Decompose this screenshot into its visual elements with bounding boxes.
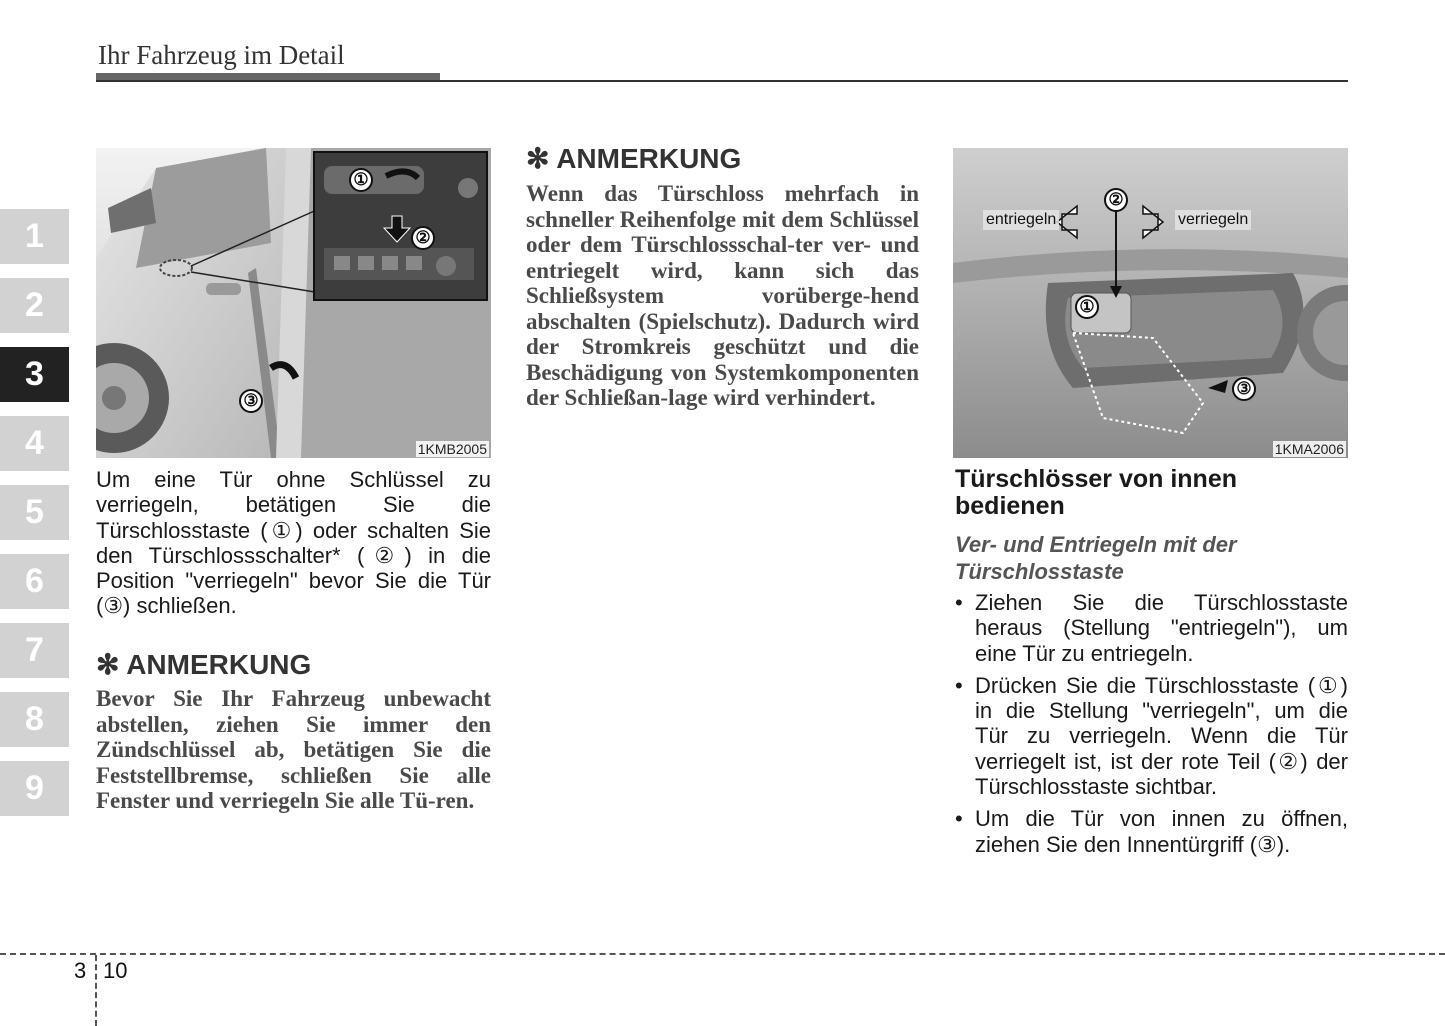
image-code: 1KMA2006 — [1274, 441, 1344, 457]
header-title: Ihr Fahrzeug im Detail — [98, 40, 345, 70]
image-code: 1KMB2005 — [417, 441, 487, 457]
list-item: • Drücken Sie die Türschlosstaste (①) in die Stellung "verriegeln", um die Tür zu verriegeln. Wenn die Tür verriegelt ist, ist der rote Teil (②) der Türschlosstaste sichtbar. — [955, 673, 1348, 799]
chapter-tab-9[interactable]: 9 — [0, 761, 69, 816]
chapter-tab-1[interactable]: 1 — [0, 209, 69, 264]
note-text-left: Bevor Sie Ihr Fahrzeug unbewacht abstellen, ziehen Sie immer den Zündschlüssel ab, betätigen Sie die Feststellbremse, schließen Sie alle Fenster und verriegeln Sie alle Tü-ren. — [96, 686, 491, 813]
note-title-left: ✻ ANMERKUNG — [96, 649, 312, 680]
label-unlock: entriegeln — [983, 210, 1059, 230]
footer-rule — [0, 953, 1445, 955]
header-rule — [96, 80, 1348, 82]
chapter-tab-5[interactable]: 5 — [0, 485, 69, 540]
page-chapter-number: 3 — [74, 958, 87, 983]
list-item: • Um die Tür von innen zu öffnen, ziehen Sie den Innentürgriff (③). — [955, 806, 1348, 857]
chapter-tabs — [0, 209, 69, 830]
chapter-tab-3[interactable]: 3 — [0, 347, 69, 402]
callout-1: ① — [349, 168, 373, 192]
chapter-tab-6[interactable]: 6 — [0, 554, 69, 609]
callout-2: ② — [411, 226, 435, 250]
callout-3: ③ — [239, 389, 263, 413]
footer-divider — [95, 955, 97, 1026]
inner-door-handle-photo — [953, 148, 1348, 458]
chapter-tab-7[interactable]: 7 — [0, 623, 69, 678]
chapter-tab-8[interactable]: 8 — [0, 692, 69, 747]
note-text-middle: Wenn das Türschloss mehrfach in schneller Reihenfolge mit dem Schlüssel oder dem Türschlossschal-ter ver- und entriegelt wird, kann sich das Schließsystem vorüberge-hend abschalten (Spielschutz). Dadurch wird der Stromkreis geschützt und die Beschädigung von Systemkomponenten der Schließan-lage wird verhindert. — [526, 181, 919, 410]
car-door-photo — [96, 148, 491, 458]
callout-1: ① — [1075, 295, 1099, 319]
subsection-title: Ver- und Entriegeln mit der Türschlosstaste — [955, 532, 1237, 584]
page-number: 10 — [103, 958, 128, 983]
note-title-middle: ✻ ANMERKUNG — [526, 143, 742, 174]
section-title: Türschlösser von innen bedienen — [955, 465, 1238, 520]
callout-3: ③ — [1232, 377, 1256, 401]
list-item: • Ziehen Sie die Türschlosstaste heraus (Stellung "entriegeln"), um eine Tür zu entriegeln. — [955, 590, 1348, 666]
label-lock: verriegeln — [1175, 210, 1251, 230]
bullet-list — [955, 590, 1348, 864]
left-paragraph: Um eine Tür ohne Schlüssel zu verriegeln, betätigen Sie die Türschlosstaste (①) oder schalten Sie den Türschlossschalter* (②) in die Position "verriegeln" bevor Sie die Tür (③) schließen. — [96, 467, 491, 619]
chapter-tab-2[interactable]: 2 — [0, 278, 69, 333]
callout-2: ② — [1104, 188, 1128, 212]
chapter-tab-4[interactable]: 4 — [0, 416, 69, 471]
